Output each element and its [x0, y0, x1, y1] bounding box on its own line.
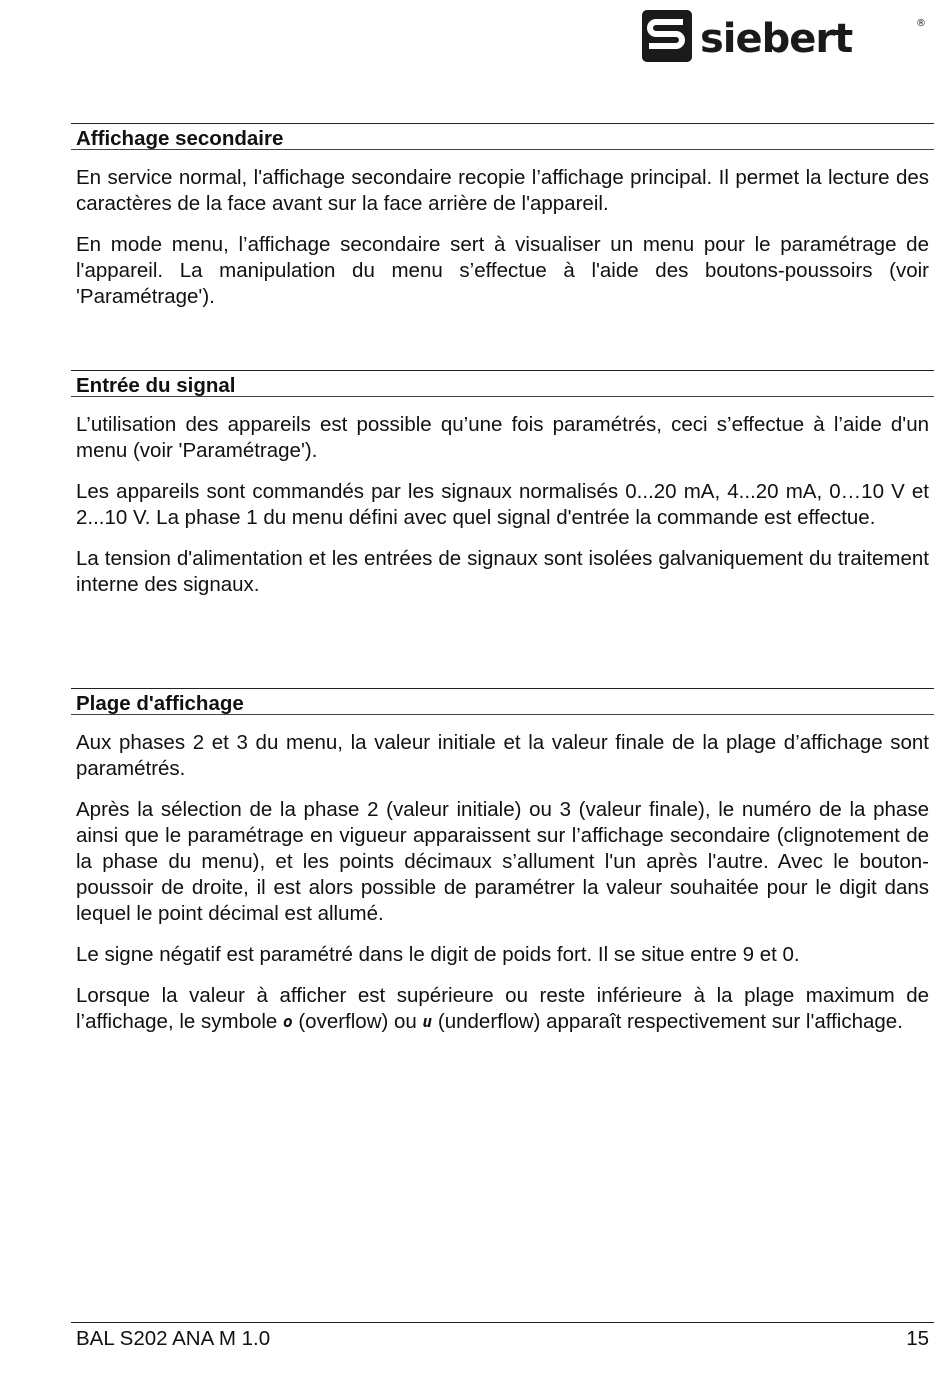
underflow-symbol: u	[422, 1012, 433, 1031]
overflow-symbol: o	[283, 1012, 293, 1031]
siebert-logo-emblem	[642, 10, 692, 62]
siebert-logo	[640, 8, 930, 66]
paragraph: Le signe négatif est paramétré dans le digit de poids fort. Il se situe entre 9 et 0.	[76, 943, 800, 966]
section-affichage-secondaire	[71, 123, 934, 310]
page-number: 15	[906, 1327, 929, 1350]
section-title: Entrée du signal	[71, 370, 934, 397]
overflow-text-middle: (overflow) ou	[292, 1010, 423, 1033]
section-title: Plage d'affichage	[71, 688, 934, 715]
registered-mark: ®	[916, 18, 926, 29]
paragraph: Après la sélection de la phase 2 (valeur initiale) ou 3 (valeur finale), le numéro de la phase ainsi que le paramétrage en vigueur apparaissent sur l’affichage secondaire (clignotement de la phase du menu), et les points décimaux s’allument l'un après l'autre. Avec le bouton-poussoir de droite, il est alors possible de paramétrer la valeur souhaitée pour le digit dans lequel le point décimal est allumé.	[76, 798, 929, 925]
overflow-paragraph	[71, 983, 934, 1035]
section-entree-du-signal	[71, 370, 934, 598]
overflow-text-after: (underflow) apparaît respectivement sur l'affichage.	[432, 1010, 903, 1033]
overflow-text-before: Lorsque la valeur à afficher est supérieure ou reste inférieure à la plage maximum de l’affichage, le symbole	[76, 984, 929, 1033]
paragraph: En service normal, l'affichage secondaire recopie l’affichage principal. Il permet la lecture des caractères de la face avant sur la face arrière de l'appareil.	[76, 166, 929, 215]
page-footer	[71, 1322, 934, 1351]
paragraph: La tension d'alimentation et les entrées de signaux sont isolées galvaniquement du traitement interne des signaux.	[76, 547, 929, 596]
paragraph: Les appareils sont commandés par les signaux normalisés 0...20 mA, 4...20 mA, 0…10 V et 2...10 V. La phase 1 du menu défini avec quel signal d'entrée la commande est effectue.	[76, 480, 929, 529]
section-title: Affichage secondaire	[71, 123, 934, 150]
document-id: BAL S202 ANA M 1.0	[76, 1327, 271, 1350]
siebert-logo-wordmark: siebert	[700, 16, 853, 62]
paragraph: Aux phases 2 et 3 du menu, la valeur initiale et la valeur finale de la plage d’affichage sont paramétrés.	[76, 731, 929, 780]
paragraph: L’utilisation des appareils est possible qu’une fois paramétrés, ceci s’effectue à l’aide d'un menu (voir 'Paramétrage').	[76, 413, 929, 462]
paragraph: En mode menu, l’affichage secondaire sert à visualiser un menu pour le paramétrage de l'appareil. La manipulation du menu s’effectue à l'aide des boutons-poussoirs (voir 'Paramétrage').	[76, 233, 929, 308]
section-plage-d-affichage	[71, 688, 934, 1035]
